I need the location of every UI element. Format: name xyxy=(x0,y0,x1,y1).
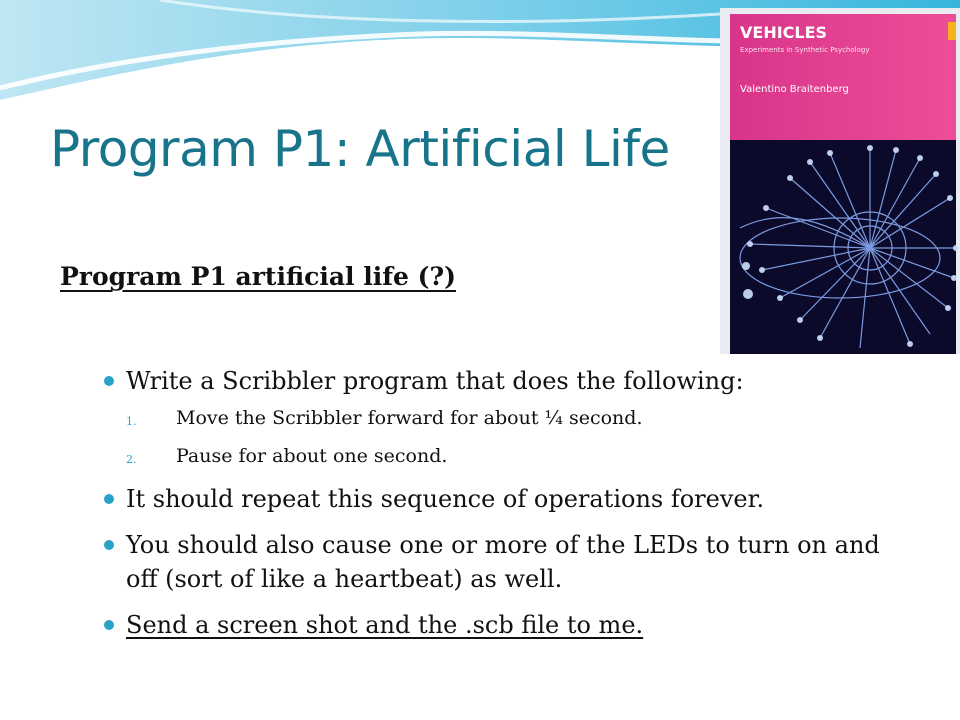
book-title: VEHICLES xyxy=(740,23,828,42)
numbered-step xyxy=(104,406,884,430)
numbered-step xyxy=(104,444,884,468)
step-number: 1. xyxy=(126,415,137,428)
bullet-item xyxy=(104,482,884,516)
bullet-item xyxy=(104,528,884,596)
book-cover-image xyxy=(720,8,960,354)
book-author: Valentino Braitenberg xyxy=(740,84,849,95)
step-number: 2. xyxy=(126,453,137,466)
bullet-text: It should repeat this sequence of operations forever. xyxy=(126,485,765,513)
bullet-dot-icon xyxy=(104,540,114,550)
bullet-dot-icon xyxy=(104,494,114,504)
book-subtitle: Experiments in Synthetic Psychology xyxy=(740,46,870,54)
bullet-list xyxy=(104,364,884,642)
bullet-text: Send a screen shot and the .scb file to me. xyxy=(126,611,644,639)
slide-title: Program P1: Artificial Life xyxy=(50,120,670,178)
bullet-item xyxy=(104,608,884,642)
bullet-text: You should also cause one or more of the LEDs to turn on and off (sort of like a heartbeat) as well. xyxy=(126,531,880,593)
bullet-dot-icon xyxy=(104,376,114,386)
bullet-text: Write a Scribbler program that does the following: xyxy=(126,367,744,395)
bullet-item xyxy=(104,364,884,398)
slide-subtitle: Program P1 artificial life (?) xyxy=(60,262,456,291)
bullet-dot-icon xyxy=(104,620,114,630)
step-text: Move the Scribbler forward for about ¼ second. xyxy=(176,407,643,429)
step-text: Pause for about one second. xyxy=(176,445,448,467)
